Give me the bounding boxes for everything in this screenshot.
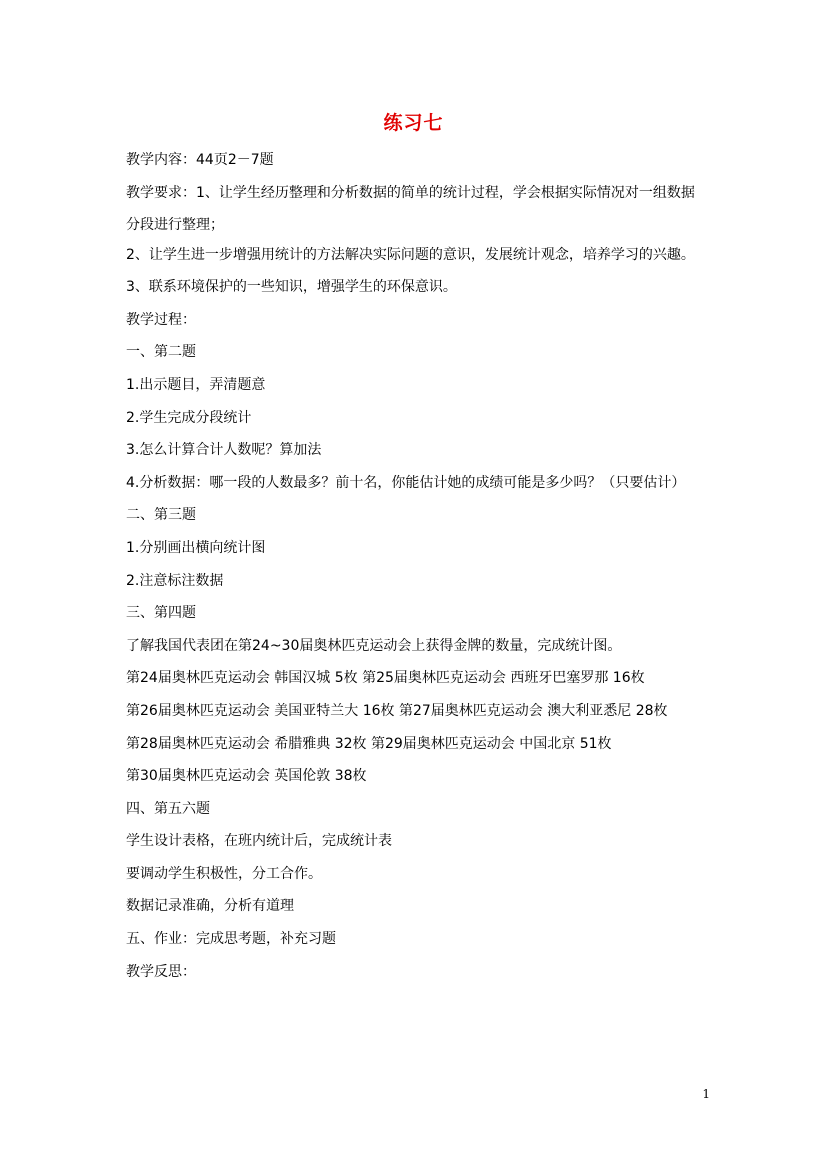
section-heading-5: 五、作业：完成思考题，补充习题 xyxy=(126,931,336,948)
paragraph-step: 数据记录准确，分析有道理 xyxy=(126,898,294,915)
section-heading-2: 二、第三题 xyxy=(126,507,196,524)
paragraph-step: 3.怎么计算合计人数呢？算加法 xyxy=(126,442,322,459)
section-heading-4: 四、第五六题 xyxy=(126,800,210,817)
document-body xyxy=(126,150,706,994)
paragraph-step: 学生设计表格，在班内统计后，完成统计表 xyxy=(126,833,392,850)
paragraph-requirement-3: 3、联系环境保护的一些知识，增强学生的环保意识。 xyxy=(126,279,457,296)
paragraph-teaching-process: 教学过程： xyxy=(126,311,196,328)
paragraph-step: 要调动学生积极性，分工合作。 xyxy=(126,865,322,882)
paragraph-teaching-content: 教学内容：44页2－7题 xyxy=(126,152,274,168)
document-title: 练习七 xyxy=(383,112,444,134)
section-heading-1: 一、第二题 xyxy=(126,344,196,361)
paragraph-reflection: 教学反思： xyxy=(126,963,196,980)
paragraph-olympics-data: 第28届奥林匹克运动会 希腊雅典 32枚 第29届奥林匹克运动会 中国北京 51枚 xyxy=(126,735,612,752)
paragraph-teaching-requirements: 教学要求：1、让学生经历整理和分析数据的简单的统计过程，学会根据实际情况对一组数据分段进行整理； xyxy=(126,184,695,233)
section-heading-3: 三、第四题 xyxy=(126,605,196,622)
paragraph-step: 1.分别画出横向统计图 xyxy=(126,539,266,556)
paragraph-olympics-data: 第24届奥林匹克运动会 韩国汉城 5枚 第25届奥林匹克运动会 西班牙巴塞罗那 16枚 xyxy=(126,670,645,687)
paragraph-requirement-2: 2、让学生进一步增强用统计的方法解决实际问题的意识，发展统计观念，培养学习的兴趣。 xyxy=(126,246,695,263)
paragraph-step: 2.学生完成分段统计 xyxy=(126,409,252,426)
paragraph-olympics-data: 第26届奥林匹克运动会 美国亚特兰大 16枚 第27届奥林匹克运动会 澳大利亚悉尼 28枚 xyxy=(126,702,668,719)
paragraph-olympics-intro: 了解我国代表团在第24~30届奥林匹克运动会上获得金牌的数量，完成统计图。 xyxy=(126,637,622,654)
paragraph-step: 2.注意标注数据 xyxy=(126,572,224,589)
paragraph-step: 1.出示题目，弄清题意 xyxy=(126,376,266,393)
paragraph-step: 4.分析数据：哪一段的人数最多？前十名，你能估计她的成绩可能是多少吗？（只要估计） xyxy=(126,474,686,491)
page-number: 1 xyxy=(702,1087,710,1101)
paragraph-olympics-data: 第30届奥林匹克运动会 英国伦敦 38枚 xyxy=(126,768,367,785)
